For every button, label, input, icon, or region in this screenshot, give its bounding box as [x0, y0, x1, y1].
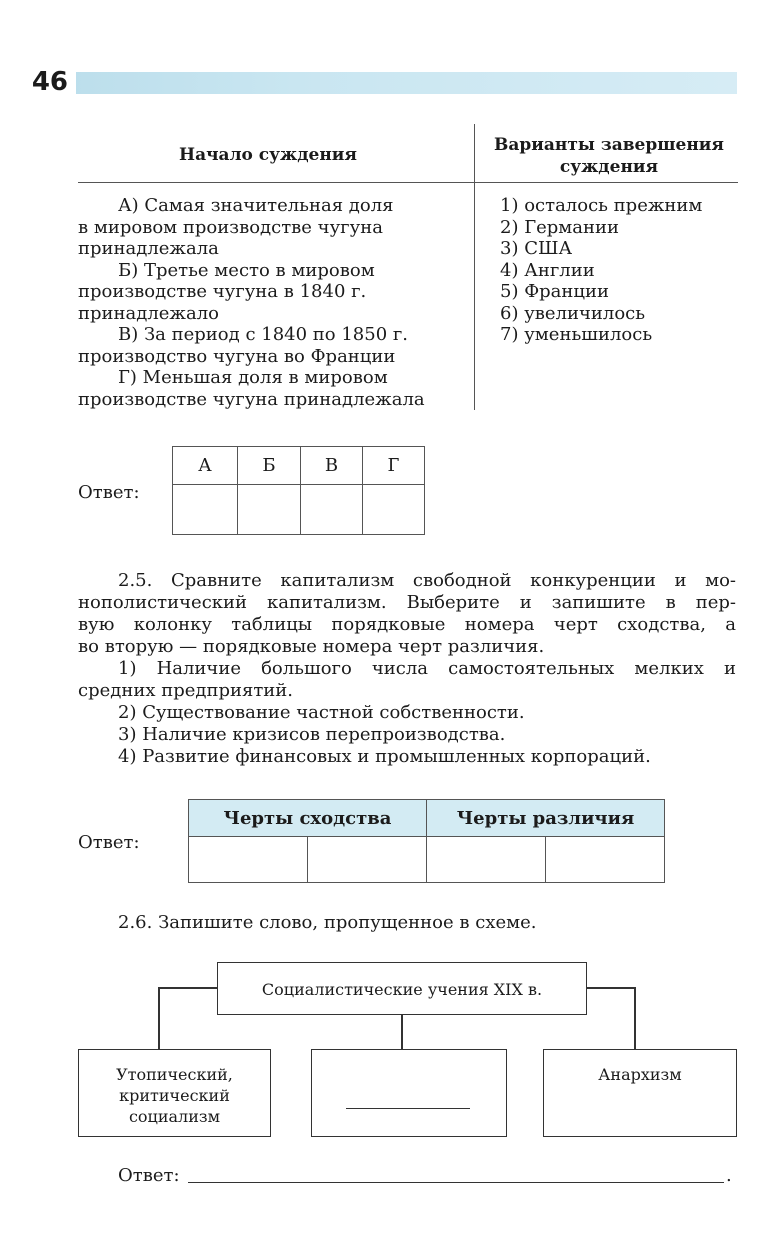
page-header-band: [0, 72, 737, 94]
option-1: 1) осталось прежним: [500, 195, 703, 216]
task-2-6-intro: 2.6. Запишите слово, пропущенное в схеме.: [118, 912, 537, 933]
answer-cell-g[interactable]: [363, 485, 425, 535]
header-divider: [78, 182, 738, 183]
statements-list: [78, 195, 446, 410]
statement-b: Б) Третье место в мировом производстве чугуна в 1840 г. принадлежало: [78, 259, 375, 324]
missing-word-blank-line[interactable]: [346, 1108, 470, 1109]
answer-line-scheme[interactable]: [188, 1182, 724, 1183]
diagram-left-box: Утопический, критический социализм: [78, 1049, 271, 1137]
header-similar-features: Черты сходства: [189, 800, 427, 837]
option-7: 7) уменьшилось: [500, 324, 653, 345]
options-list: [500, 195, 740, 346]
similar-cell-1[interactable]: [189, 837, 308, 883]
similar-cell-2[interactable]: [308, 837, 427, 883]
statement-a: А) Самая значительная доля в мировом производстве чугуна принадлежала: [78, 195, 394, 259]
option-2: 2) Германии: [500, 216, 620, 238]
answer-grid-header-a: А: [173, 447, 238, 485]
diagram-missing-box: [311, 1049, 507, 1137]
answer-grid-header-v: В: [301, 447, 363, 485]
option-3: 3) США: [500, 238, 573, 259]
answer-line-end-period: .: [726, 1165, 732, 1186]
comparison-table: [188, 799, 665, 883]
column-divider: [474, 124, 475, 410]
connector-right-vertical: [634, 987, 636, 1050]
statement-c: В) За период с 1840 по 1850 г. производство чугуна во Франции: [78, 324, 409, 367]
answer-grid-header-b: Б: [238, 447, 301, 485]
diagram-top-box: Социалистические учения XIX в.: [217, 962, 587, 1015]
connector-right-horizontal: [586, 987, 636, 989]
statement-d: Г) Меньшая доля в мировом производстве чугуна принадлежала: [78, 367, 425, 410]
answer-cell-a[interactable]: [173, 485, 238, 535]
differ-cell-1[interactable]: [427, 837, 546, 883]
answer-grid-matching: [172, 446, 425, 535]
answer-label-comparison: Ответ:: [78, 832, 140, 853]
connector-left-horizontal: [158, 987, 218, 989]
answer-label-matching: Ответ:: [78, 482, 140, 503]
differ-cell-2[interactable]: [546, 837, 665, 883]
option-4: 4) Англии: [500, 259, 595, 281]
diagram-right-box: Анархизм: [543, 1049, 737, 1137]
answer-cell-b[interactable]: [238, 485, 301, 535]
answer-cell-v[interactable]: [301, 485, 363, 535]
answer-grid-header-g: Г: [363, 447, 425, 485]
header-different-features: Черты различия: [427, 800, 665, 837]
connector-left-vertical: [158, 987, 160, 1050]
task-2-5: 2.5. Сравните капитализм свободной конкуренции и мо- нополистический капитализм. Выберите и запишите в пер- вую колонку таблицы порядковые номера черт сходства, а во вторую — порядковые номера черт различия. 1) Наличие большого числа самостоятельных мелких и средних предприятий. 2) Существование частной собственности. 3) Наличие кризисов перепроизводства. 4) Развитие финансовых и промышленных корпораций.: [78, 570, 736, 767]
column-header-statement-start: Начало суждения: [179, 145, 357, 165]
page-number: 46: [0, 66, 76, 98]
option-5: 5) Франции: [500, 281, 609, 302]
answer-label-scheme: Ответ:: [118, 1165, 180, 1186]
option-6: 6) увеличилось: [500, 302, 646, 324]
connector-center-vertical: [401, 1014, 403, 1050]
column-header-completion-options: Варианты завершения суждения: [494, 135, 724, 177]
